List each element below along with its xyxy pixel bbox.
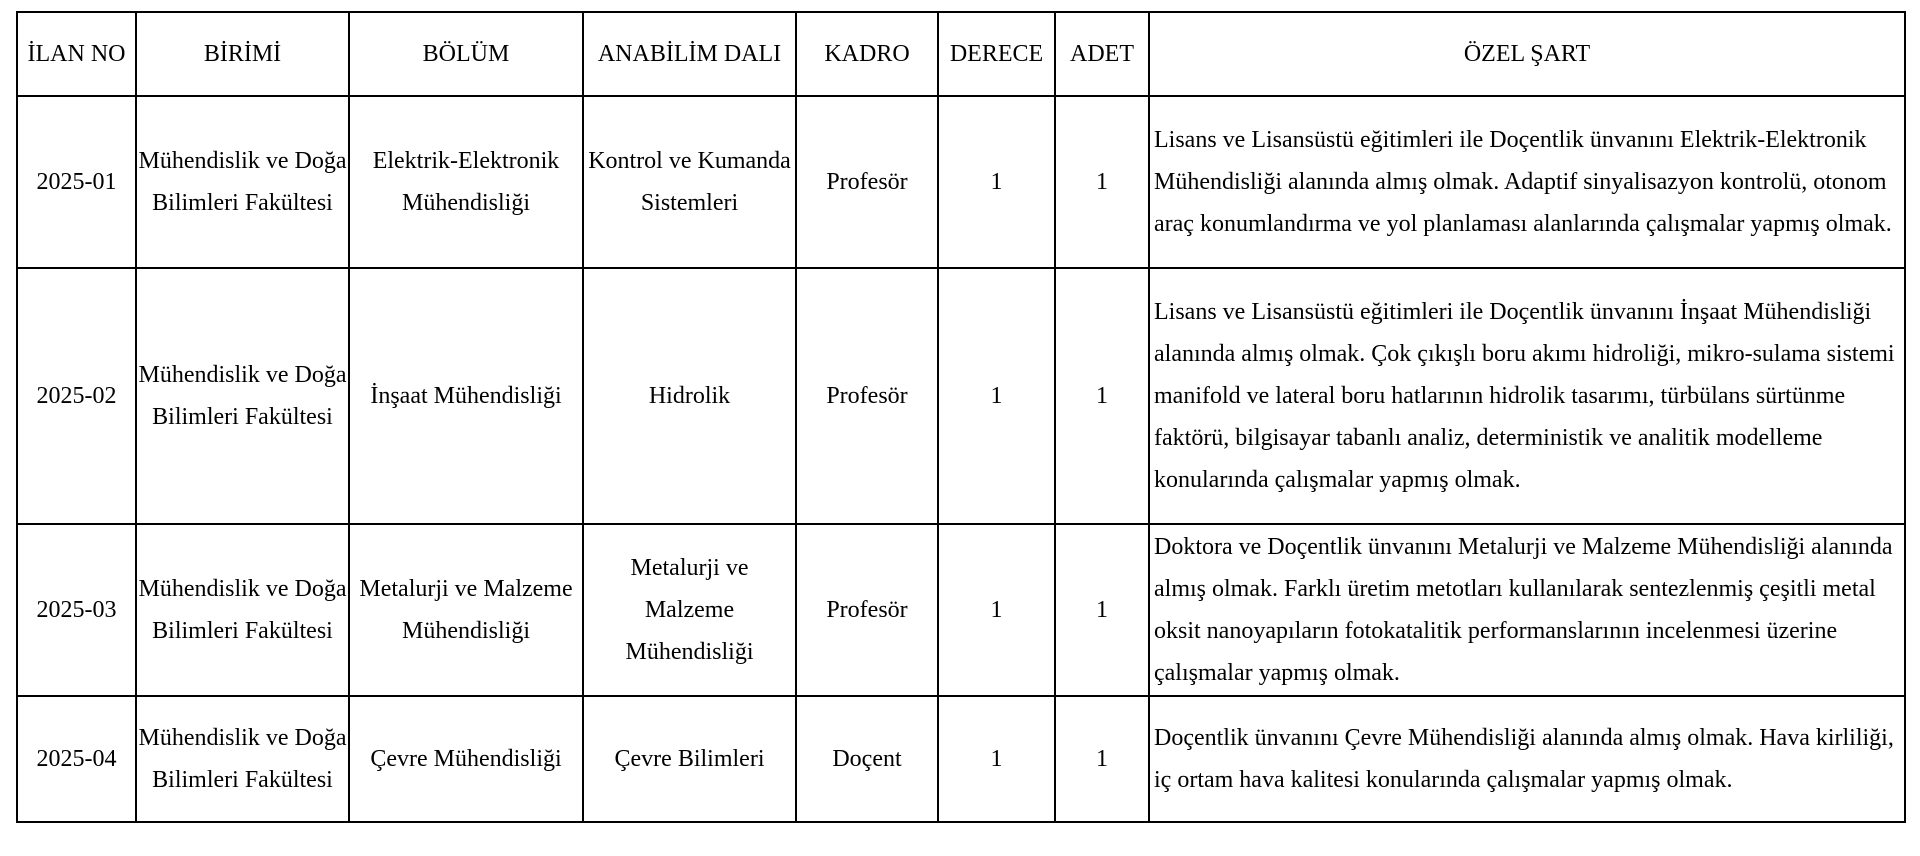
cell-derece: 1 bbox=[938, 268, 1055, 524]
cell-anabilim-dali: Çevre Bilimleri bbox=[583, 696, 796, 822]
col-header-kadro: KADRO bbox=[796, 12, 938, 96]
cell-birimi: Mühendislik ve Doğa Bilimleri Fakültesi bbox=[136, 696, 349, 822]
cell-anabilim-dali: Metalurji ve Malzeme Mühendisliği bbox=[583, 524, 796, 696]
cell-ozel-sart: Doçentlik ünvanını Çevre Mühendisliği alanında almış olmak. Hava kirliliği, iç ortam hava kalitesi konularında çalışmalar yapmış olmak. bbox=[1149, 696, 1905, 822]
cell-adet: 1 bbox=[1055, 696, 1149, 822]
cell-adet: 1 bbox=[1055, 268, 1149, 524]
cell-kadro: Doçent bbox=[796, 696, 938, 822]
col-header-birimi: BİRİMİ bbox=[136, 12, 349, 96]
col-header-ozel-sart: ÖZEL ŞART bbox=[1149, 12, 1905, 96]
cell-anabilim-dali: Kontrol ve Kumanda Sistemleri bbox=[583, 96, 796, 268]
col-header-bolum: BÖLÜM bbox=[349, 12, 583, 96]
cell-bolum: Metalurji ve Malzeme Mühendisliği bbox=[349, 524, 583, 696]
cell-ozel-sart: Lisans ve Lisansüstü eğitimleri ile Doçentlik ünvanını Elektrik-Elektronik Mühendisliği alanında almış olmak. Adaptif sinyalisazyon kontrolü, otonom araç konumlandırma ve yol planlaması alanlarında çalışmalar yapmış olmak. bbox=[1149, 96, 1905, 268]
cell-adet: 1 bbox=[1055, 524, 1149, 696]
cell-ilan-no: 2025-04 bbox=[17, 696, 136, 822]
col-header-derece: DERECE bbox=[938, 12, 1055, 96]
table-row bbox=[17, 524, 1905, 696]
table-row bbox=[17, 268, 1905, 524]
cell-kadro: Profesör bbox=[796, 268, 938, 524]
cell-adet: 1 bbox=[1055, 96, 1149, 268]
cell-birimi: Mühendislik ve Doğa Bilimleri Fakültesi bbox=[136, 96, 349, 268]
cell-ilan-no: 2025-03 bbox=[17, 524, 136, 696]
cell-bolum: Çevre Mühendisliği bbox=[349, 696, 583, 822]
cell-anabilim-dali: Hidrolik bbox=[583, 268, 796, 524]
cell-bolum: İnşaat Mühendisliği bbox=[349, 268, 583, 524]
cell-ozel-sart: Lisans ve Lisansüstü eğitimleri ile Doçentlik ünvanını İnşaat Mühendisliği alanında almış olmak. Çok çıkışlı boru akımı hidroliği, mikro-sulama sistemi manifold ve lateral boru hatlarının hidrolik tasarımı, türbülans sürtünme faktörü, bilgisayar tabanlı analiz, deterministik ve analitik modelleme konularında çalışmalar yapmış olmak. bbox=[1149, 268, 1905, 524]
cell-birimi: Mühendislik ve Doğa Bilimleri Fakültesi bbox=[136, 524, 349, 696]
cell-ilan-no: 2025-01 bbox=[17, 96, 136, 268]
cell-birimi: Mühendislik ve Doğa Bilimleri Fakültesi bbox=[136, 268, 349, 524]
positions-table bbox=[16, 11, 1906, 823]
col-header-adet: ADET bbox=[1055, 12, 1149, 96]
cell-ilan-no: 2025-02 bbox=[17, 268, 136, 524]
table-row bbox=[17, 96, 1905, 268]
cell-kadro: Profesör bbox=[796, 524, 938, 696]
cell-bolum: Elektrik-Elektronik Mühendisliği bbox=[349, 96, 583, 268]
cell-derece: 1 bbox=[938, 96, 1055, 268]
col-header-ilan-no: İLAN NO bbox=[17, 12, 136, 96]
table-row bbox=[17, 696, 1905, 822]
cell-kadro: Profesör bbox=[796, 96, 938, 268]
cell-ozel-sart: Doktora ve Doçentlik ünvanını Metalurji ve Malzeme Mühendisliği alanında almış olmak. Farklı üretim metotları kullanılarak sentezlenmiş çeşitli metal oksit nanoyapıların fotokatalitik performanslarının incelenmesi üzerine çalışmalar yapmış olmak. bbox=[1149, 524, 1905, 696]
cell-derece: 1 bbox=[938, 524, 1055, 696]
cell-derece: 1 bbox=[938, 696, 1055, 822]
col-header-anabilim-dali: ANABİLİM DALI bbox=[583, 12, 796, 96]
table-header-row bbox=[17, 12, 1905, 96]
